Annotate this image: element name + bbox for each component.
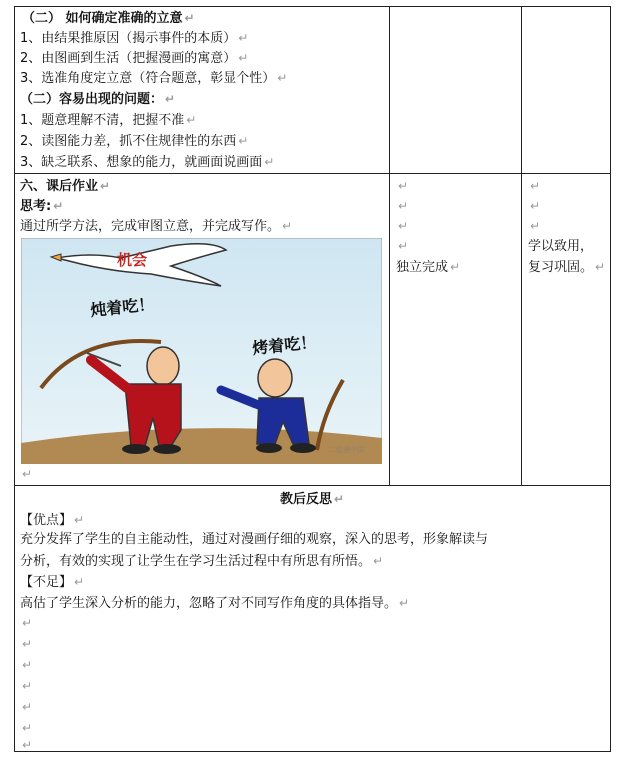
- return-mark: ↵: [450, 260, 461, 274]
- col2-return-4: [396, 236, 408, 257]
- return-mark: ↵: [334, 492, 345, 506]
- return-mark: ↵: [398, 219, 409, 233]
- instruction-text: 通过所学方法，完成审图立意，并完成写作。: [20, 219, 281, 234]
- homework-heading-text: 六、课后作业: [20, 179, 99, 194]
- col2-return-2: [396, 196, 408, 217]
- merits-label: [20, 510, 84, 531]
- return-mark: ↵: [74, 513, 85, 527]
- homework-instruction: [20, 216, 292, 237]
- return-mark: ↵: [238, 134, 249, 148]
- return-mark: ↵: [22, 616, 33, 630]
- reflection-title: [280, 489, 344, 510]
- think-label: [20, 196, 63, 217]
- design-intent-line-2: [528, 257, 605, 278]
- return-mark: ↵: [282, 219, 293, 233]
- return-mark: ↵: [398, 239, 409, 253]
- think-label-text: 思考:: [20, 199, 52, 214]
- design-intent-line-1: [528, 237, 593, 257]
- homework-heading: [20, 176, 110, 197]
- section-two-item-1: [20, 28, 248, 49]
- problems-heading-text: （二）容易出现的问题：: [20, 92, 164, 107]
- cartoon-image: [21, 238, 382, 464]
- return-mark: ↵: [238, 31, 249, 45]
- return-mark: ↵: [22, 738, 33, 752]
- item-text: 3、缺乏联系、想象的能力，就画面说画面: [20, 155, 263, 170]
- return-mark: ↵: [22, 679, 33, 693]
- return-mark: ↵: [399, 596, 410, 610]
- return-mark: ↵: [22, 637, 33, 651]
- col-divider-2: [521, 6, 522, 486]
- section-two-heading: [22, 8, 195, 29]
- return-mark: ↵: [165, 92, 176, 106]
- table-border-right: [610, 6, 611, 752]
- return-mark: ↵: [22, 467, 33, 481]
- shortcomings-text-content: 高估了学生深入分析的能力，忽略了对不同写作角度的具体指导。: [20, 596, 398, 611]
- col2-return-1: [396, 176, 408, 197]
- problem-item-1: [20, 110, 196, 131]
- return-mark: ↵: [22, 658, 33, 672]
- return-mark: ↵: [398, 199, 409, 213]
- shortcomings-text: [20, 593, 409, 614]
- item-text: 1、由结果推原因（揭示事件的本质）: [20, 31, 237, 46]
- design-intent-text: 复习巩固。: [528, 260, 594, 275]
- return-mark: ↵: [398, 179, 409, 193]
- shortcomings-label: [20, 572, 84, 593]
- item-text: 2、读图能力差，抓不住规律性的东西: [20, 134, 237, 149]
- col3-return-2: [528, 196, 540, 217]
- cartoon-return-mark: [20, 464, 32, 485]
- return-mark: ↵: [264, 155, 275, 169]
- col3-return-3: [528, 216, 540, 237]
- return-mark: ↵: [53, 199, 64, 213]
- col3-return-1: [528, 176, 540, 197]
- problem-item-2: [20, 131, 248, 152]
- col-divider-1: [389, 6, 390, 486]
- design-intent-text: 学以致用，: [528, 239, 594, 254]
- return-mark: ↵: [238, 51, 249, 65]
- item-text: 3、选准角度定立意（符合题意，彰显个性）: [20, 71, 276, 86]
- student-activity-text: 独立完成: [396, 260, 449, 275]
- right-bubble-text: 烤着吃！: [251, 332, 318, 358]
- return-mark: ↵: [277, 71, 288, 85]
- merits-text-line-1: [20, 530, 488, 550]
- merits-label-text: 【优点】: [20, 513, 73, 528]
- return-mark: ↵: [530, 179, 541, 193]
- return-mark: ↵: [22, 721, 33, 735]
- return-mark: ↵: [186, 113, 197, 127]
- return-mark: ↵: [22, 700, 33, 714]
- return-mark: ↵: [100, 179, 111, 193]
- problems-heading: [20, 89, 175, 110]
- shortcomings-label-text: 【不足】: [20, 575, 73, 590]
- section-two-item-2: [20, 48, 248, 69]
- table-border-bottom: [14, 751, 611, 752]
- return-mark: ↵: [373, 554, 384, 568]
- empty-line-5: [20, 697, 32, 718]
- empty-line-2: [20, 634, 32, 655]
- merits-text: 分析，有效的实现了让学生在学习生活过程中有所思有所悟。: [20, 554, 372, 569]
- section-two-item-3: [20, 68, 287, 89]
- empty-line-1: [20, 613, 32, 634]
- section-two-heading-text: （二） 如何确定准确的立意: [22, 11, 183, 26]
- col2-return-3: [396, 216, 408, 237]
- return-mark: ↵: [184, 11, 195, 25]
- table-border-left: [14, 6, 15, 752]
- left-bubble-text: 炖着吃！: [89, 294, 156, 320]
- empty-line-7: [20, 735, 32, 756]
- item-text: 2、由图画到生活（把握漫画的寓意）: [20, 51, 237, 66]
- cartoon-watermark: 二绘漫中国: [329, 446, 364, 454]
- return-mark: ↵: [74, 575, 85, 589]
- return-mark: ↵: [530, 199, 541, 213]
- problem-item-3: [20, 152, 274, 173]
- goose-text: 机会: [117, 251, 148, 269]
- reflection-title-text: 教后反思: [280, 492, 333, 507]
- merits-text: 充分发挥了学生的自主能动性，通过对漫画仔细的观察，深入的思考，形象解读与: [20, 532, 489, 547]
- return-mark: ↵: [530, 219, 541, 233]
- merits-text-line-2: [20, 551, 383, 572]
- return-mark: ↵: [595, 260, 606, 274]
- empty-line-4: [20, 676, 32, 697]
- item-text: 1、题意理解不清，把握不准: [20, 113, 185, 128]
- empty-line-3: [20, 655, 32, 676]
- student-activity: [396, 257, 460, 278]
